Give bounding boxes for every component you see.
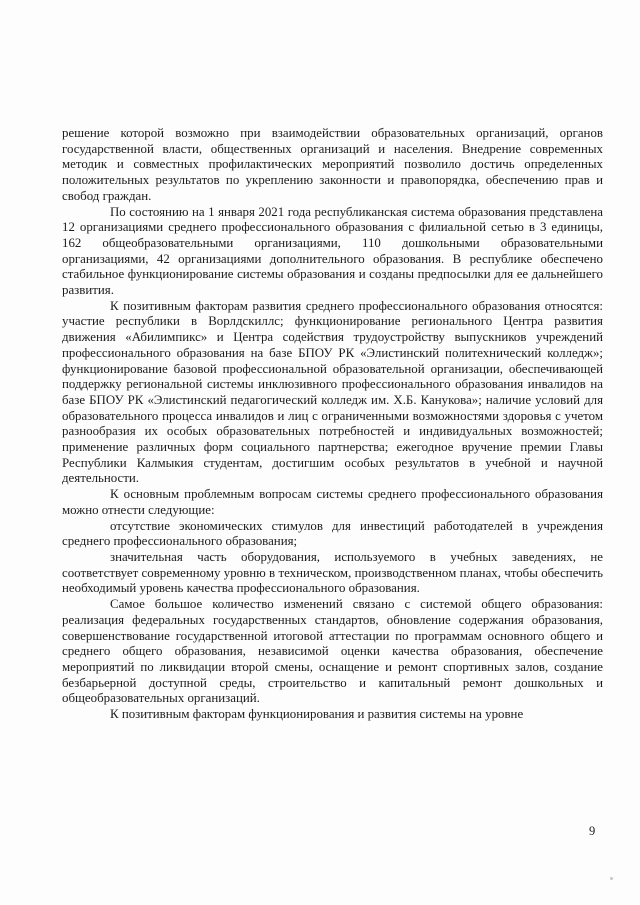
document-body xyxy=(62,126,603,723)
list-item-outdated-equipment: значительная часть оборудования, используемого в учебных заведениях, не соответствует современному уровню в техническом, производственном планах, чтобы обеспечить необходимый уровень качества профессионального образования. xyxy=(62,549,603,596)
scan-dot-mark xyxy=(610,877,613,880)
paragraph-education-system-stats: По состоянию на 1 января 2021 года республиканская система образования представлена 12 организациями среднего профессионального образования с филиальной сетью в 3 единицы, 162 общеобразовательными организациями, 110 дошкольными образовательными организациями, 42 организациями дополнительного образования. В республике обеспечено стабильное функционирование системы образования и созданы предпосылки для ее дальнейшего развития. xyxy=(62,204,603,298)
paragraph-vocational-positive-factors: К позитивным факторам развития среднего профессионального образования относятся: участие республики в Ворлдскиллс; функционирование регионального Центра развития движения «Абилимпикс» и Центра содействия трудоустройству выпускников учреждений профессионального образования на базе БПОУ РК «Элистинский политехнический колледж»; функционирование базовой профессиональной образовательной организации, обеспечивающей поддержку региональной системы инклюзивного профессионального образования инвалидов на базе БПОУ РК «Элистинский педагогический колледж им. Х.Б. Канукова»; наличие условий для образовательного процесса инвалидов и лиц с ограниченными возможностями здоровья с учетом разнообразия их особых образовательных потребностей и индивидуальных возможностей; применение различных форм социального партнерства; ежегодное вручение премии Главы Республики Калмыкия студентам, достигшим особых результатов в учебной и научной деятельности. xyxy=(62,298,603,486)
paragraph-positive-factors-start: К позитивным факторам функционирования и развития системы на уровне xyxy=(110,707,524,722)
list-item-lack-of-incentives: отсутствие экономических стимулов для инвестиций работодателей в учреждения среднего профессионального образования; xyxy=(62,518,603,549)
page-number: 9 xyxy=(589,824,596,838)
paragraph-continuation: решение которой возможно при взаимодействии образовательных организаций, органов государственной власти, общественных организаций и населения. Внедрение современных методик и совместных профилактических мероприятий позволило достичь определенных положительных результатов по укреплению законности и правопорядка, обеспечению прав и свобод граждан. xyxy=(62,126,603,203)
paragraph-general-education-changes: Самое большое количество изменений связано с системой общего образования: реализация федеральных государственных стандартов, обновление содержания образования, совершенствование государственной итоговой аттестации по программам основного общего и среднего общего образования, независимой оценки качества образования, обеспечение мероприятий по ликвидации второй смены, оснащение и ремонт спортивных залов, создание безбарьерной доступной среды, строительство и капитальный ремонт дошкольных и общеобразовательных организаций. xyxy=(62,597,603,706)
paragraph-vocational-problems-intro: К основным проблемным вопросам системы среднего профессионального образования можно отнести следующие: xyxy=(62,487,603,517)
